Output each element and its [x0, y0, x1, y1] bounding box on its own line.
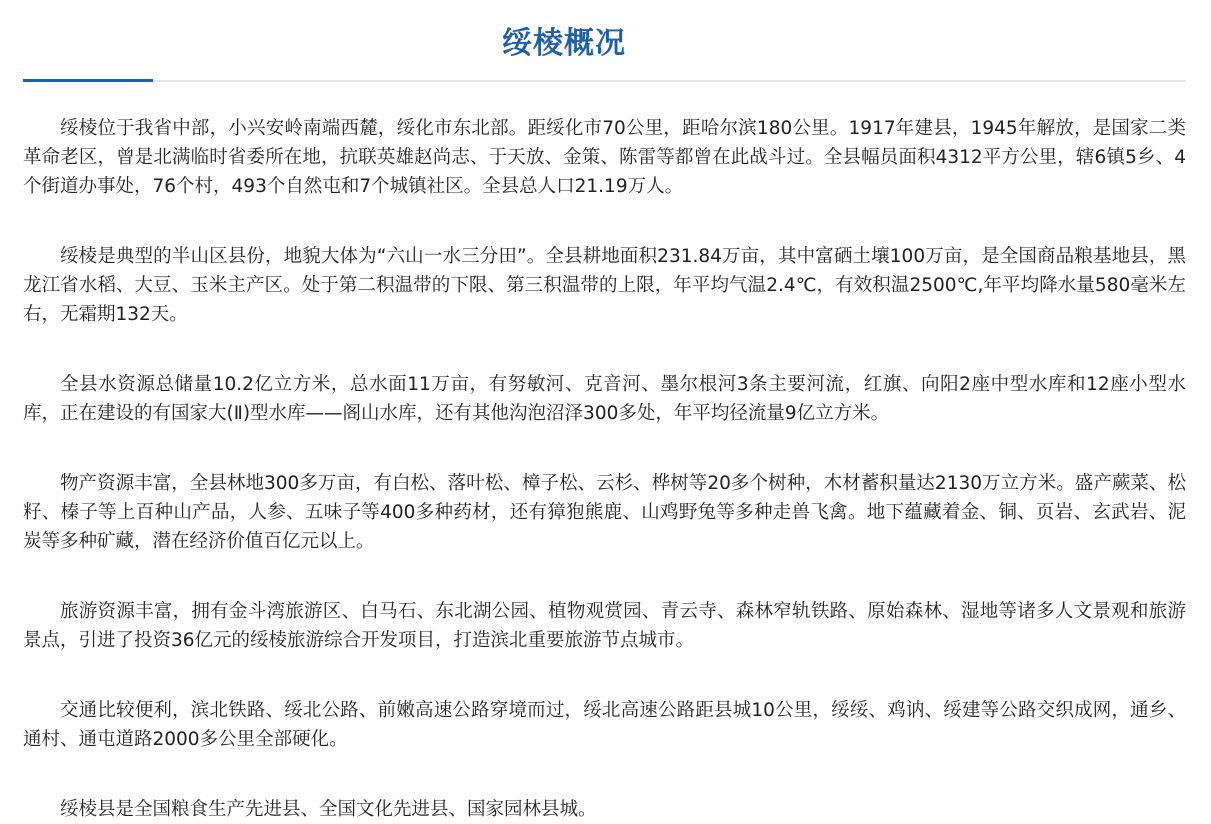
- paragraph-water-resources: 全县水资源总储量10.2亿立方米，总水面11万亩，有努敏河、克音河、墨尔根河3条主要河流，红旗、向阳2座中型水库和12座小型水库，正在建设的有国家大(Ⅱ)型水库——阁山水库，还有其他沟泡沼泽300多处，年平均径流量9亿立方米。: [23, 374, 1186, 424]
- paragraph-natural-resources: 物产资源丰富，全县林地300多万亩，有白松、落叶松、樟子松、云杉、桦树等20多个树种，木材蓄积量达2130万立方米。盛产蕨菜、松籽、榛子等上百种山产品，人参、五味子等400多种药材，还有獐狍熊鹿、山鸡野兔等多种走兽飞禽。地下蕴藏着金、铜、页岩、玄武岩、泥炭等多种矿藏，潜在经济价值百亿元以上。: [23, 473, 1186, 552]
- title-divider-accent: [23, 79, 153, 82]
- paragraph-geography: 绥棱是典型的半山区县份，地貌大体为“六山一水三分田”。全县耕地面积231.84万亩，其中富硒土壤100万亩，是全国商品粮基地县，黑龙江省水稻、大豆、玉米主产区。处于第二积温带的下限、第三积温带的上限，年平均气温2.4℃，有效积温2500℃,年平均降水量580毫米左右，无霜期132天。: [23, 246, 1186, 325]
- paragraph-transportation: 交通比较便利，滨北铁路、绥北公路、前嫩高速公路穿境而过，绥北高速公路距县城10公里，绥绥、鸡讷、绥建等公路交织成网，通乡、通村、通屯道路2000多公里全部硬化。: [23, 700, 1186, 750]
- paragraph-overview: 绥棱位于我省中部，小兴安岭南端西麓，绥化市东北部。距绥化市70公里，距哈尔滨180公里。1917年建县，1945年解放，是国家二类革命老区，曾是北满临时省委所在地，抗联英雄赵尚志、于天放、金策、陈雷等都曾在此战斗过。全县幅员面积4312平方公里，辖6镇5乡、4个街道办事处，76个村，493个自然屯和7个城镇社区。全县总人口21.19万人。: [23, 118, 1186, 197]
- paragraph-tourism: 旅游资源丰富，拥有金斗湾旅游区、白马石、东北湖公园、植物观赏园、青云寺、森林窄轨铁路、原始森林、湿地等诸多人文景观和旅游景点，引进了投资36亿元的绥棱旅游综合开发项目，打造滨北重要旅游节点城市。: [23, 601, 1186, 651]
- article-body: [23, 114, 1186, 824]
- page-title: 绥棱概况: [502, 26, 626, 61]
- title-divider: [23, 80, 1186, 82]
- paragraph-honors: 绥棱县是全国粮食生产先进县、全国文化先进县、国家园林县城。: [60, 799, 597, 820]
